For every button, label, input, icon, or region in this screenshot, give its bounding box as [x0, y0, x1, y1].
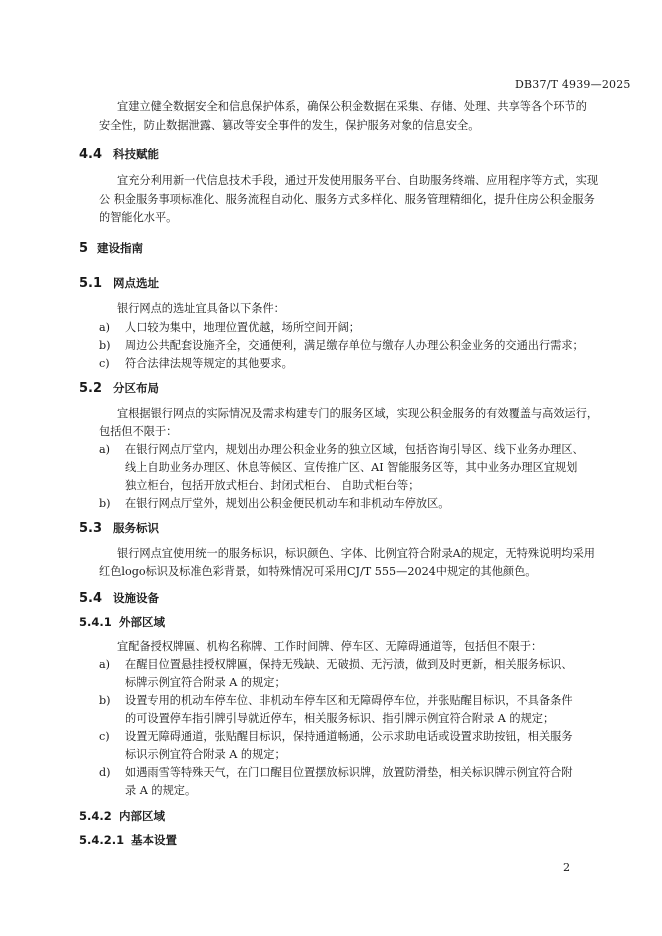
section-heading-5-4-1 — [79, 614, 165, 630]
section-heading-5-4-2-1 — [79, 832, 177, 848]
list-text-continued: 标识示例宜符合附录 A 的规定； — [125, 748, 286, 761]
section-number: 5.2 — [79, 381, 103, 396]
paragraph-line: 宜根据银行网点的实际情况及需求构建专门的服务区域，实现公积金服务的有效覆盖与高效运行， — [117, 407, 599, 420]
list-marker: d) — [99, 766, 111, 779]
list-text: 人口较为集中，地理位置优越，场所空间开阔； — [125, 321, 360, 334]
list-text: 符合法律法规等规定的其他要求。 — [125, 357, 293, 370]
section-number: 4.4 — [79, 147, 103, 162]
section-heading-5-4 — [79, 590, 159, 606]
list-item — [99, 692, 573, 710]
section-heading-5 — [79, 240, 143, 256]
document-code: DB37/T 4939—2025 — [515, 78, 631, 91]
list-marker: a) — [99, 321, 111, 334]
section-number: 5 — [79, 241, 89, 256]
list-marker: b) — [99, 497, 111, 510]
section-heading-5-2 — [79, 380, 159, 396]
paragraph-line: 宜建立健全数据安全和信息保护体系，确保公积金数据在采集、存储、处理、共享等各个环节的 — [117, 100, 587, 113]
paragraph-line: 包括但不限于： — [99, 425, 178, 438]
section-number: 5.1 — [79, 276, 103, 291]
section-title: 网点选址 — [113, 276, 159, 290]
list-item — [99, 337, 584, 355]
section-title: 外部区域 — [119, 615, 165, 629]
section-heading-5-1 — [79, 275, 159, 291]
paragraph-line: 安全性，防止数据泄露、篡改等安全事件的发生，保护服务对象的信息安全。 — [99, 119, 480, 132]
list-text: 设置专用的机动车停车位、非机动车停车区和无障碍停车位，并张贴醒目标识，不具备条件 — [125, 694, 573, 707]
list-item — [99, 656, 573, 674]
list-text-continued: 独立柜台，包括开放式柜台、封闭式柜台、 自助式柜台等； — [125, 479, 420, 492]
list-marker: a) — [99, 443, 111, 456]
section-title: 科技赋能 — [113, 147, 159, 161]
list-marker: c) — [99, 357, 110, 370]
paragraph-line: 银行网点宜使用统一的服务标识，标识颜色、字体、比例宜符合附录A的规定，无特殊说明均采用 — [117, 547, 595, 560]
section-title: 分区布局 — [113, 381, 159, 395]
list-item — [99, 764, 573, 782]
section-number: 5.3 — [79, 521, 103, 536]
section-title: 基本设置 — [131, 833, 177, 847]
list-text: 周边公共配套设施齐全，交通便利，满足缴存单位与缴存人办理公积金业务的交通出行需求； — [125, 339, 584, 352]
list-text-continued: 的可设置停车指引牌引导就近停车，相关服务标识、指引牌示例宜符合附录 A 的规定； — [125, 712, 555, 725]
section-title: 设施设备 — [113, 591, 159, 605]
list-item — [99, 319, 360, 337]
list-marker: c) — [99, 730, 110, 743]
section-heading-4-4 — [79, 146, 159, 162]
paragraph-line: 宜配备授权牌匾、机构名称牌、工作时间牌、停车区、无障碍通道等，包括但不限于： — [117, 640, 543, 653]
list-item — [99, 728, 573, 746]
section-heading-5-3 — [79, 520, 159, 536]
section-number: 5.4 — [79, 591, 103, 606]
list-text: 设置无障碍通道，张贴醒目标识，保持通道畅通，公示求助电话或设置求助按钮，相关服务 — [125, 730, 573, 743]
list-text-continued: 线上自助业务办理区、休息等候区、宣传推广区、AI 智能服务区等，其中业务办理区宜规划 — [125, 461, 578, 474]
list-text-continued: 标牌示例宜符合附录 A 的规定； — [125, 676, 286, 689]
list-text: 如遇雨雪等特殊天气，在门口醒目位置摆放标识牌，放置防滑垫，相关标识牌示例宜符合附 — [125, 766, 573, 779]
section-number: 5.4.1 — [79, 615, 112, 629]
section-title: 服务标识 — [113, 521, 159, 535]
section-number: 5.4.2 — [79, 809, 112, 823]
paragraph-line: 的智能化水平。 — [99, 211, 178, 224]
list-marker: a) — [99, 658, 111, 671]
list-item — [99, 495, 449, 513]
section-number: 5.4.2.1 — [79, 833, 125, 847]
section-title: 建设指南 — [97, 241, 143, 255]
list-marker: b) — [99, 339, 111, 352]
list-text: 在银行网点厅堂外，规划出公积金便民机动车和非机动车停放区。 — [125, 497, 450, 510]
list-text: 在醒目位置悬挂授权牌匾，保持无残缺、无破损、无污渍，做到及时更新，相关服务标识、 — [125, 658, 573, 671]
paragraph-line: 红色logo标识及标准色彩背景，如特殊情况可采用CJ/T 555—2024中规定的其他颜色。 — [99, 565, 537, 578]
list-marker: b) — [99, 694, 111, 707]
list-item — [99, 355, 293, 373]
page-number: 2 — [563, 861, 571, 874]
list-text: 在银行网点厅堂内，规划出办理公积金业务的独立区域，包括咨询引导区、线下业务办理区、 — [125, 443, 584, 456]
section-title: 内部区域 — [119, 809, 165, 823]
paragraph-line: 公 积金服务事项标准化、服务流程自动化、服务方式多样化、服务管理精细化，提升住房公积金服务 — [99, 193, 595, 206]
section-heading-5-4-2 — [79, 808, 165, 824]
paragraph-line: 银行网点的选址宜具备以下条件： — [117, 302, 285, 315]
list-text-continued: 录 A 的规定。 — [125, 784, 197, 797]
paragraph-line: 宜充分利用新一代信息技术手段，通过开发使用服务平台、自助服务终端、应用程序等方式，实现 — [117, 174, 599, 187]
list-item — [99, 441, 584, 459]
